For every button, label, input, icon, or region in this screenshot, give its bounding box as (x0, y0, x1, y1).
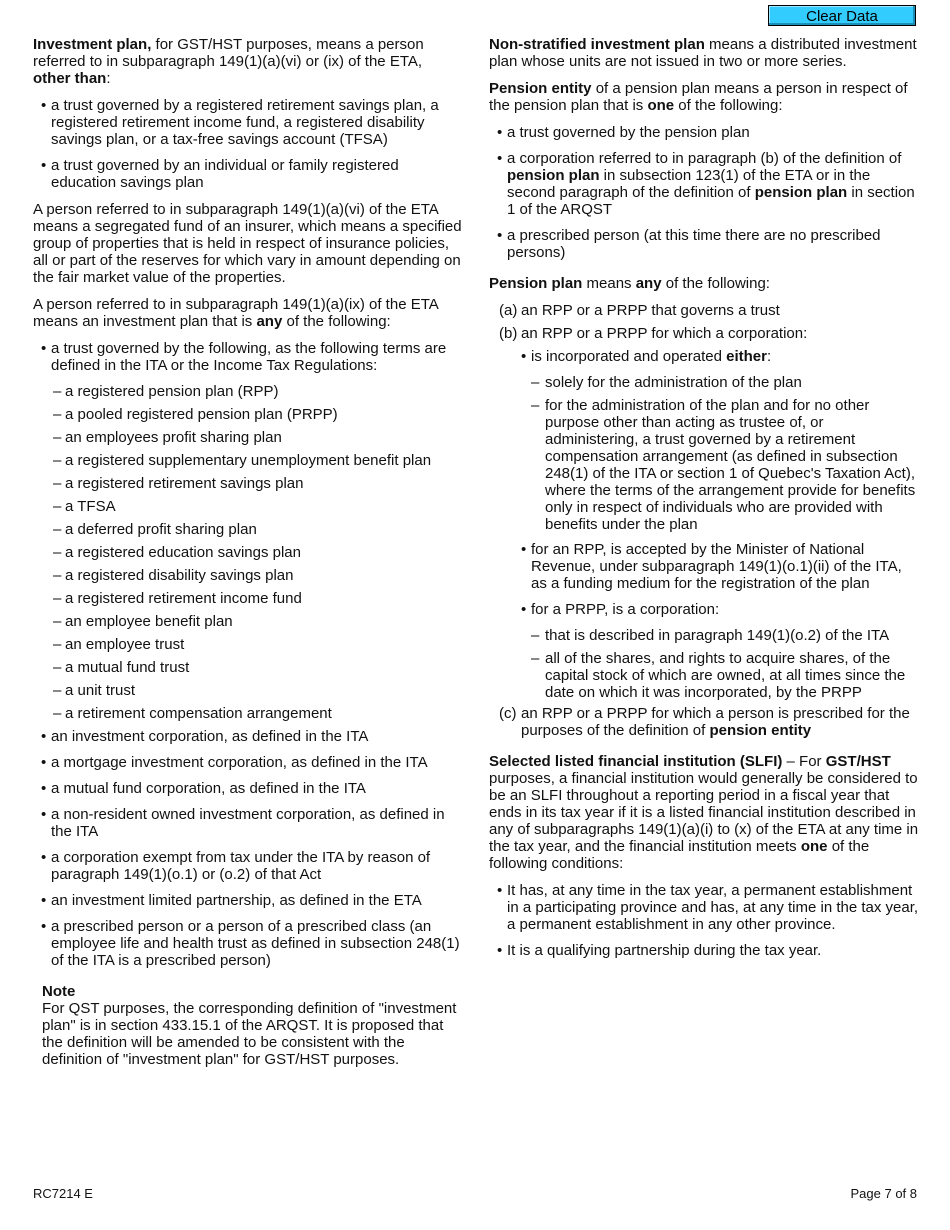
list-item: – a registered education savings plan (33, 544, 463, 561)
list-item: • an investment limited partnership, as defined in the ETA (33, 892, 463, 909)
note-title: Note (42, 983, 76, 1000)
list-item: • a non-resident owned investment corporation, as defined in the ITA (33, 806, 463, 840)
pension-entity-definition: Pension entity of a pension plan means a person in respect of the pension plan that is one of the following: (489, 80, 908, 114)
list-item: • for an RPP, is accepted by the Minister of National Revenue, under subparagraph 149(1)(o.1)(ii) of the ITA, as a funding medium for the registration of the plan (489, 541, 919, 592)
note-text: For QST purposes, the corresponding definition of "investment plan" is in section 433.15.1 of the ARQST. It is proposed that the definition will be amended to be consistent with the definition of "investment plan" for GST/HST purposes. (42, 1000, 457, 1068)
non-stratified-plan-definition: Non-stratified investment plan means a distributed investment plan whose units are not issued in two or more series. (489, 36, 917, 70)
list-item: – solely for the administration of the plan (489, 374, 919, 391)
trust-dash-list (33, 383, 463, 722)
list-item: • a trust governed by an individual or family registered education savings plan (33, 157, 463, 191)
administration-dash-list (489, 374, 919, 533)
investment-plan-exclusions (33, 97, 463, 191)
paragraph-subparagraph-vi: A person referred to in subparagraph 149(1)(a)(vi) of the ETA means a segregated fund of an insurer, which means a specified group of properties that is held in respect of insurance policies, all or part of the reserves for which vary in amount depending on the fair market value of the properties. (33, 201, 462, 286)
list-item: (a) an RPP or a PRPP that governs a trust (499, 302, 780, 319)
list-item: – an employee trust (33, 636, 463, 653)
list-item: – a TFSA (33, 498, 463, 515)
list-item: – a retirement compensation arrangement (33, 705, 463, 722)
list-item: – for the administration of the plan and for no other purpose other than acting as trustee of, or administering, a trust governed by a retirement compensation arrangement (as defined in subsection 248(1) of the ITA or section 1 of Quebec's Taxation Act), where the terms of the arrangement provide for benefits only in respect of individuals who are provided with benefits under the plan (489, 397, 919, 533)
list-item: • It has, at any time in the tax year, a permanent establishment in a participating province and has, at any time in the tax year, a permanent establishment in any other province. (489, 882, 919, 933)
list-item: • a trust governed by a registered retirement savings plan, a registered retirement income fund, a registered disability savings plan, or a tax-free savings account (TFSA) (33, 97, 463, 148)
qst-note (33, 983, 463, 1068)
list-item: • a trust governed by the pension plan (489, 124, 919, 141)
list-item: • It is a qualifying partnership during the tax year. (489, 942, 919, 959)
list-item: • a mortgage investment corporation, as defined in the ITA (33, 754, 463, 771)
page-number: Page 7 of 8 (850, 1186, 917, 1201)
list-item: – that is described in paragraph 149(1)(o.2) of the ITA (489, 627, 919, 644)
investment-entity-list (33, 728, 463, 969)
list-item: – a unit trust (33, 682, 463, 699)
clear-data-button[interactable]: Clear Data (768, 5, 916, 26)
list-item: – a registered retirement savings plan (33, 475, 463, 492)
list-item: – an employees profit sharing plan (33, 429, 463, 446)
pension-entity-list (489, 124, 919, 261)
left-column (33, 36, 463, 1068)
list-item: • a corporation referred to in paragraph (b) of the definition of pension plan in subsection 123(1) of the ETA or in the second paragraph of the definition of pension plan in section 1 of the ARQST (489, 150, 919, 218)
list-item: – a pooled registered pension plan (PRPP) (33, 406, 463, 423)
list-item: • a mutual fund corporation, as defined in the ITA (33, 780, 463, 797)
list-item: • an investment corporation, as defined in the ITA (33, 728, 463, 745)
right-column (489, 36, 919, 969)
list-item: – a registered disability savings plan (33, 567, 463, 584)
list-item: • a trust governed by the following, as the following terms are defined in the ITA or the Income Tax Regulations: (33, 340, 463, 374)
trust-bullet-list (33, 340, 463, 374)
list-item: • a prescribed person (at this time there are no prescribed persons) (489, 227, 919, 261)
rpp-prpp-conditions-list (489, 541, 919, 618)
pension-plan-list (489, 302, 919, 342)
list-item: • a corporation exempt from tax under the ITA by reason of paragraph 149(1)(o.1) or (o.2) of that Act (33, 849, 463, 883)
list-item: – an employee benefit plan (33, 613, 463, 630)
prpp-dash-list (489, 627, 919, 701)
pension-plan-definition: Pension plan means any of the following: (489, 275, 770, 292)
list-item: – a registered retirement income fund (33, 590, 463, 607)
paragraph-subparagraph-ix: A person referred to in subparagraph 149(1)(a)(ix) of the ETA means an investment plan that is any of the following: (33, 296, 438, 330)
list-item: (b) an RPP or a PRPP for which a corporation: (499, 325, 808, 342)
corporation-conditions-list (489, 348, 919, 365)
pension-plan-list-c (489, 705, 919, 739)
form-identifier: RC7214 E (33, 1186, 93, 1201)
list-item: – a deferred profit sharing plan (33, 521, 463, 538)
slfi-definition: Selected listed financial institution (SLFI) – For GST/HST purposes, a financial institution would generally be considered to be an SLFI throughout a reporting period in a fiscal year that ends in its tax year if it is a listed financial institution described in any of subparagraphs 149(1)(a)(i) to (x) of the ETA at any time in the tax year, and the financial institution meets one of the following conditions: (489, 753, 919, 872)
list-item: – all of the shares, and rights to acquire shares, of the capital stock of which are owned, at all times since the date on which it was incorporated, by the PRPP (489, 650, 919, 701)
slfi-conditions-list (489, 882, 919, 959)
list-item: • is incorporated and operated either: (489, 348, 919, 365)
list-item: – a mutual fund trust (33, 659, 463, 676)
list-item: • for a PRPP, is a corporation: (489, 601, 919, 618)
list-item: (c) an RPP or a PRPP for which a person is prescribed for the purposes of the definition of pension entity (499, 705, 910, 739)
list-item: • a prescribed person or a person of a prescribed class (an employee life and health trust as defined in subsection 248(1) of the ITA is a prescribed person) (33, 918, 463, 969)
list-item: – a registered supplementary unemployment benefit plan (33, 452, 463, 469)
investment-plan-definition: Investment plan, for GST/HST purposes, means a person referred to in subparagraph 149(1)(a)(vi) or (ix) of the ETA, other than: (33, 36, 424, 87)
list-item: – a registered pension plan (RPP) (33, 383, 463, 400)
